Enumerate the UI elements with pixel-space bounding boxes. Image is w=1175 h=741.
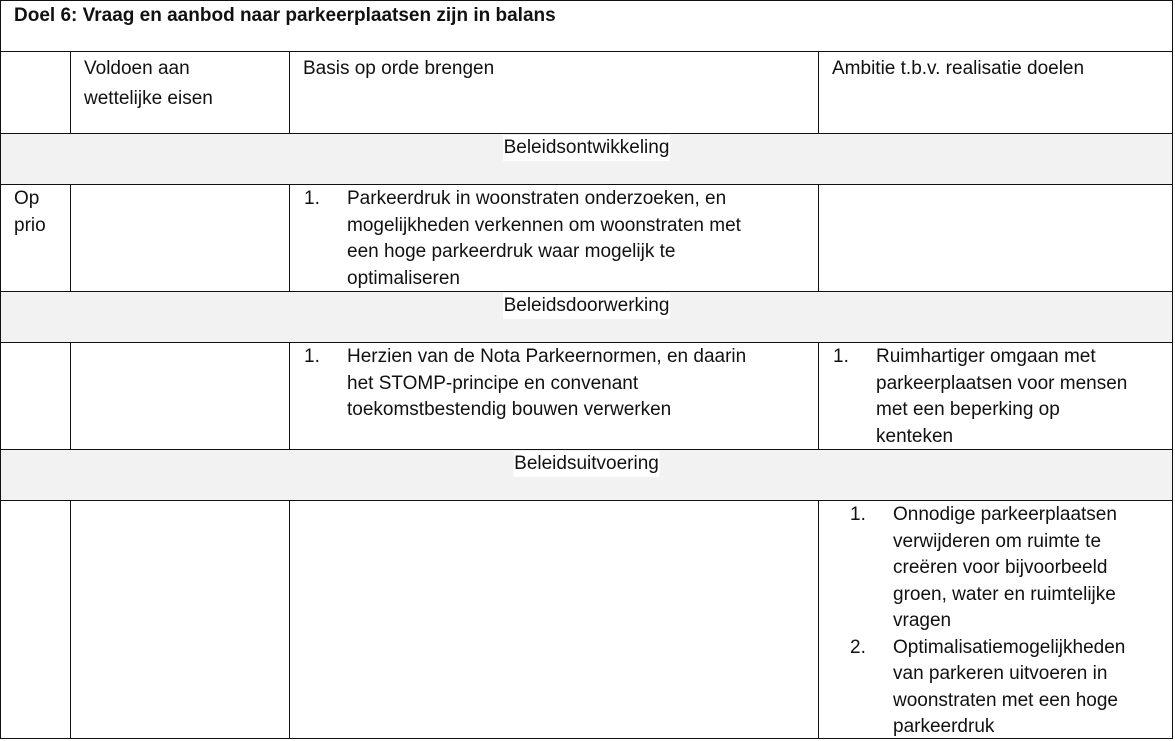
basis-cell xyxy=(289,343,818,449)
list-number: 1. xyxy=(833,346,849,367)
basis-cell xyxy=(289,185,818,291)
header-wettelijk-line2: wettelijke eisen xyxy=(84,88,213,109)
list-line: parkeerdruk xyxy=(893,716,995,737)
list-line: woonstraten met een hoge xyxy=(893,689,1118,711)
priority-line2: prio xyxy=(14,214,46,236)
header-wettelijk-label xyxy=(84,54,213,114)
section-label: Beleidsdoorwerking xyxy=(503,293,671,319)
table-title: Doel 6: Vraag en aanbod naar parkeerplaatsen zijn in balans xyxy=(14,5,556,26)
list-line: Ruimhartiger omgaan met xyxy=(876,346,1096,367)
list-line: vragen xyxy=(893,610,952,631)
list-number: 1. xyxy=(304,188,320,209)
list-item xyxy=(850,635,1125,741)
priority-label xyxy=(14,186,46,239)
ambitie-cell xyxy=(818,343,1172,449)
list-line: creëren voor bijvoorbeeld xyxy=(893,557,1108,578)
wettelijk-cell xyxy=(70,343,289,449)
list-line: Herzien van de Nota Parkeernormen, en daarin xyxy=(347,346,747,367)
section-row-beleidsontwikkeling xyxy=(1,134,1172,185)
list-number: 1. xyxy=(850,504,866,525)
content-row-beleidsdoorwerking xyxy=(1,343,1172,450)
section-label: Beleidsontwikkeling xyxy=(503,135,671,161)
basis-list xyxy=(304,186,741,292)
priority-line1: Op xyxy=(14,188,40,209)
header-row xyxy=(1,52,1172,134)
content-row-beleidsuitvoering xyxy=(1,501,1172,739)
list-line: toekomstbestendig bouwen verwerken xyxy=(347,399,672,420)
section-row-beleidsuitvoering xyxy=(1,450,1172,501)
header-basis-label: Basis op orde brengen xyxy=(303,58,495,79)
list-line: optimaliseren xyxy=(347,267,460,289)
basis-list xyxy=(304,344,746,424)
list-line: Onnodige parkeerplaatsen xyxy=(893,504,1117,525)
list-line: parkeerplaatsen voor mensen xyxy=(876,372,1128,394)
list-line: kenteken xyxy=(876,425,954,447)
header-cell-ambitie xyxy=(818,52,1172,133)
list-line: groen, water en ruimtelijke xyxy=(893,583,1116,605)
ambitie-list xyxy=(850,502,1125,741)
basis-cell xyxy=(289,501,818,739)
header-cell-basis xyxy=(289,52,818,133)
wettelijk-cell xyxy=(70,501,289,739)
list-item xyxy=(850,502,1125,635)
ambitie-cell xyxy=(818,185,1172,291)
list-line: Parkeerdruk in woonstraten onderzoeken, en xyxy=(347,188,727,209)
priority-cell xyxy=(1,185,70,291)
section-row-beleidsdoorwerking xyxy=(1,292,1172,343)
list-line: het STOMP-principe en convenant xyxy=(347,372,639,394)
ambitie-cell xyxy=(818,501,1172,739)
list-line: met een beperking op xyxy=(876,399,1060,420)
list-item xyxy=(304,186,741,292)
header-ambitie-label: Ambitie t.b.v. realisatie doelen xyxy=(832,58,1085,79)
list-item xyxy=(304,344,746,424)
list-number: 1. xyxy=(304,346,320,367)
section-label: Beleidsuitvoering xyxy=(513,451,660,477)
header-cell-priority xyxy=(1,52,70,133)
list-number: 2. xyxy=(850,636,866,658)
list-line: Optimalisatiemogelijkheden xyxy=(893,636,1126,658)
priority-cell xyxy=(1,501,70,739)
content-row-beleidsontwikkeling xyxy=(1,185,1172,292)
ambitie-list xyxy=(833,344,1127,450)
title-row xyxy=(1,1,1172,52)
list-line: mogelijkheden verkennen om woonstraten met xyxy=(347,214,741,236)
header-wettelijk-line1: Voldoen aan xyxy=(84,58,190,79)
wettelijk-cell xyxy=(70,185,289,291)
list-item xyxy=(833,344,1127,450)
list-line: een hoge parkeerdruk waar mogelijk te xyxy=(347,241,676,262)
priority-cell xyxy=(1,343,70,449)
list-line: van parkeren uitvoeren in xyxy=(893,663,1108,684)
list-line: verwijderen om ruimte te xyxy=(893,530,1102,552)
header-cell-wettelijk xyxy=(70,52,289,133)
